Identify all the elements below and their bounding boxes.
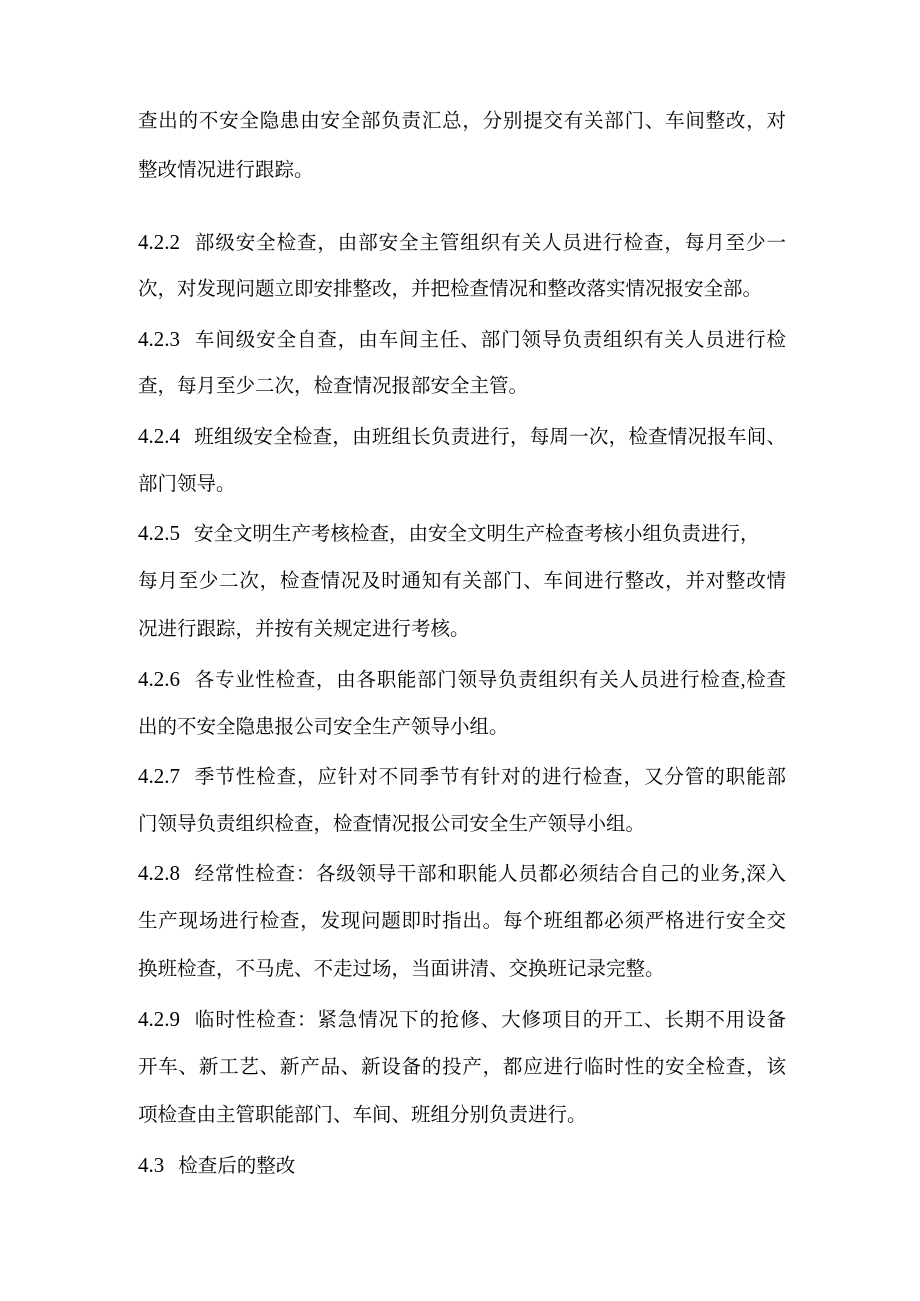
paragraph-4-2-5 — [138, 509, 786, 655]
paragraph-4-2-6 — [138, 655, 786, 752]
section-number: 4.2.3 — [138, 326, 180, 351]
paragraph-line — [138, 461, 786, 510]
line-text: 出的不安全隐患报公司安全生产领导小组。 — [138, 716, 509, 738]
paragraph-line — [138, 655, 786, 704]
paragraph-line — [138, 412, 786, 461]
section-number: 4.2.7 — [138, 764, 180, 789]
paragraph-line — [138, 147, 786, 196]
paragraph-line — [138, 898, 786, 947]
paragraph-4-2-7 — [138, 752, 786, 849]
line-text: 次，对发现问题立即安排整改，并把检查情况和整改落实情况报安全部。 — [138, 279, 763, 301]
paragraph-line — [138, 995, 786, 1044]
paragraph-4-2-9 — [138, 995, 786, 1141]
paragraph-line — [138, 558, 786, 607]
section-number: 4.2.8 — [138, 861, 180, 886]
section-number: 4.2.2 — [138, 229, 180, 254]
paragraph-line — [138, 1141, 786, 1190]
document-body — [138, 98, 786, 1189]
paragraph-line — [138, 606, 786, 655]
paragraph-line — [138, 946, 786, 995]
section-number: 4.2.6 — [138, 666, 180, 691]
line-text: 换班检查，不马虎、不走过场，当面讲清、交换班记录完整。 — [138, 959, 665, 981]
paragraph-line — [138, 218, 786, 267]
paragraph-line — [138, 801, 786, 850]
section-number: 4.2.4 — [138, 423, 180, 448]
paragraph-4-2-4 — [138, 412, 786, 509]
line-text: 整改情况进行跟踪。 — [138, 159, 314, 181]
line-text: 项检查由主管职能部门、车间、班组分别负责进行。 — [138, 1105, 587, 1127]
paragraph-line — [138, 849, 786, 898]
paragraph-line — [138, 266, 786, 315]
line-text: 门领导负责组织检查，检查情况报公司安全生产领导小组。 — [138, 813, 646, 835]
line-text: 安全文明生产考核检查，由安全文明生产检查考核小组负责进行， — [194, 524, 760, 546]
section-number: 4.2.9 — [138, 1007, 180, 1032]
line-text: 经常性检查：各级领导干部和职能人员都必须结合自己的业务,深入 — [194, 864, 786, 886]
paragraph-line — [138, 752, 786, 801]
paragraph-4-2-2 — [138, 218, 786, 315]
paragraph-4-2-8 — [138, 849, 786, 995]
line-text: 各专业性检查，由各职能部门领导负责组织有关人员进行检查,检查 — [194, 669, 786, 691]
line-text: 班组级安全检查，由班组长负责进行，每周一次，检查情况报车间、 — [194, 426, 786, 448]
line-text: 开车、新工艺、新产品、新设备的投产，都应进行临时性的安全检查，该 — [138, 1056, 786, 1078]
paragraph-line — [138, 98, 786, 147]
section-title: 检查后的整改 — [178, 1155, 296, 1177]
paragraph-line — [138, 363, 786, 412]
line-text: 临时性检查：紧急情况下的抢修、大修项目的开工、长期不用设备 — [194, 1010, 786, 1032]
line-text: 每月至少二次，检查情况及时通知有关部门、车间进行整改，并对整改情 — [138, 570, 786, 592]
line-text: 部门领导。 — [138, 473, 236, 495]
line-text: 部级安全检查，由部安全主管组织有关人员进行检查，每月至少一 — [194, 232, 786, 254]
paragraph-line — [138, 704, 786, 753]
line-text: 查出的不安全隐患由安全部负责汇总，分别提交有关部门、车间整改，对 — [138, 111, 786, 132]
line-text: 况进行跟踪，并按有关规定进行考核。 — [138, 619, 470, 641]
section-number: 4.2.5 — [138, 521, 180, 546]
line-text: 车间级安全自查，由车间主任、部门领导负责组织有关人员进行检 — [194, 329, 786, 351]
paragraph-continuation — [138, 98, 786, 195]
line-text: 季节性检查，应针对不同季节有针对的进行检查，又分管的职能部 — [194, 767, 786, 789]
section-heading-4-3 — [138, 1141, 786, 1190]
paragraph-line — [138, 1044, 786, 1093]
line-text: 查，每月至少二次，检查情况报部安全主管。 — [138, 376, 529, 398]
paragraph-line — [138, 509, 786, 558]
section-number: 4.3 — [138, 1152, 165, 1177]
paragraph-line — [138, 1092, 786, 1141]
line-text: 生产现场进行检查，发现问题即时指出。每个班组都必须严格进行安全交 — [138, 910, 786, 932]
paragraph-line — [138, 315, 786, 364]
paragraph-4-2-3 — [138, 315, 786, 412]
